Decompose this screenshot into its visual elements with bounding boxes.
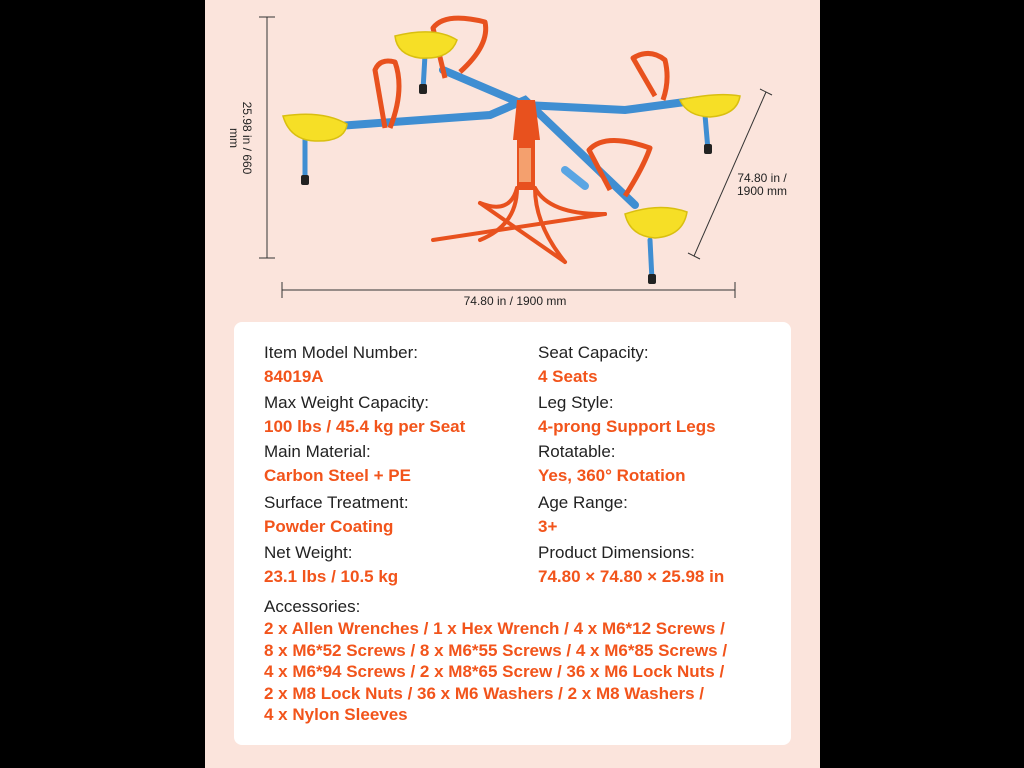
spec-model: [264, 341, 418, 389]
spec-accessories-label: Accessories:: [264, 597, 361, 616]
spec-surface-value: Powder Coating: [264, 517, 394, 536]
width-dimension-label: 74.80 in / 1900 mm: [463, 294, 567, 308]
spec-weight-capacity-value: 100 lbs / 45.4 kg per Seat: [264, 417, 466, 436]
spec-surface: [264, 491, 409, 539]
spec-dimensions-value: 74.80 × 74.80 × 25.98 in: [538, 567, 725, 586]
spec-leg-style: [538, 391, 716, 439]
spec-model-value: 84019A: [264, 367, 324, 386]
spec-leg-style-value: 4-prong Support Legs: [538, 417, 716, 436]
spec-age-range-value: 3+: [538, 517, 558, 536]
spec-model-label: Item Model Number:: [264, 343, 418, 362]
spec-dimensions-label: Product Dimensions:: [538, 543, 695, 562]
spec-net-weight-value: 23.1 lbs / 10.5 kg: [264, 567, 399, 586]
seesaw-product-image: [205, 0, 820, 320]
spec-rotatable: [538, 440, 686, 488]
spec-material-value: Carbon Steel + PE: [264, 466, 411, 485]
depth-dimension-label: [727, 172, 797, 198]
seat-legs: [305, 55, 708, 280]
accessories-line: 4 x M6*94 Screws / 2 x M8*65 Screw / 36 x M6 Lock Nuts /: [264, 662, 725, 681]
depth-dimension-line2: 1900 mm: [736, 184, 788, 198]
spec-net-weight: [264, 541, 398, 589]
spec-material: [264, 440, 411, 488]
spec-age-range-label: Age Range:: [538, 493, 628, 512]
height-dimension-label: 25.98 in / 660 mm: [227, 101, 254, 175]
spec-age-range: [538, 491, 628, 539]
product-info-page: [205, 0, 820, 768]
spec-net-weight-label: Net Weight:: [264, 543, 353, 562]
accessories-line: 2 x Allen Wrenches / 1 x Hex Wrench / 4 x M6*12 Screws /: [264, 619, 725, 638]
spec-weight-capacity-label: Max Weight Capacity:: [264, 393, 430, 412]
spec-weight-capacity: [264, 391, 465, 439]
accessories-line: 8 x M6*52 Screws / 8 x M6*55 Screws / 4 x M6*85 Screws /: [264, 640, 728, 660]
spec-seat-capacity-value: 4 Seats: [538, 367, 598, 386]
front-beam: [310, 100, 635, 205]
depth-dimension-line1: 74.80 in /: [737, 171, 787, 185]
spec-leg-style-label: Leg Style:: [538, 393, 614, 412]
dimension-lines: [259, 17, 772, 298]
accessories-line: 2 x M8 Lock Nuts / 36 x M6 Washers / 2 x M8 Washers /: [264, 683, 704, 703]
seats: [283, 32, 740, 238]
spec-seat-capacity: [538, 341, 649, 389]
spec-card: [234, 322, 791, 745]
spec-material-label: Main Material:: [264, 442, 371, 461]
spec-rotatable-label: Rotatable:: [538, 442, 616, 461]
back-beam: [443, 70, 700, 110]
spec-rotatable-value: Yes, 360° Rotation: [538, 466, 686, 485]
accessories-line: 4 x Nylon Sleeves: [264, 705, 408, 724]
spec-surface-label: Surface Treatment:: [264, 493, 409, 512]
base-stand: [433, 140, 605, 262]
spec-seat-capacity-label: Seat Capacity:: [538, 343, 649, 362]
spec-dimensions: [538, 541, 724, 589]
spec-accessories: [264, 596, 784, 726]
